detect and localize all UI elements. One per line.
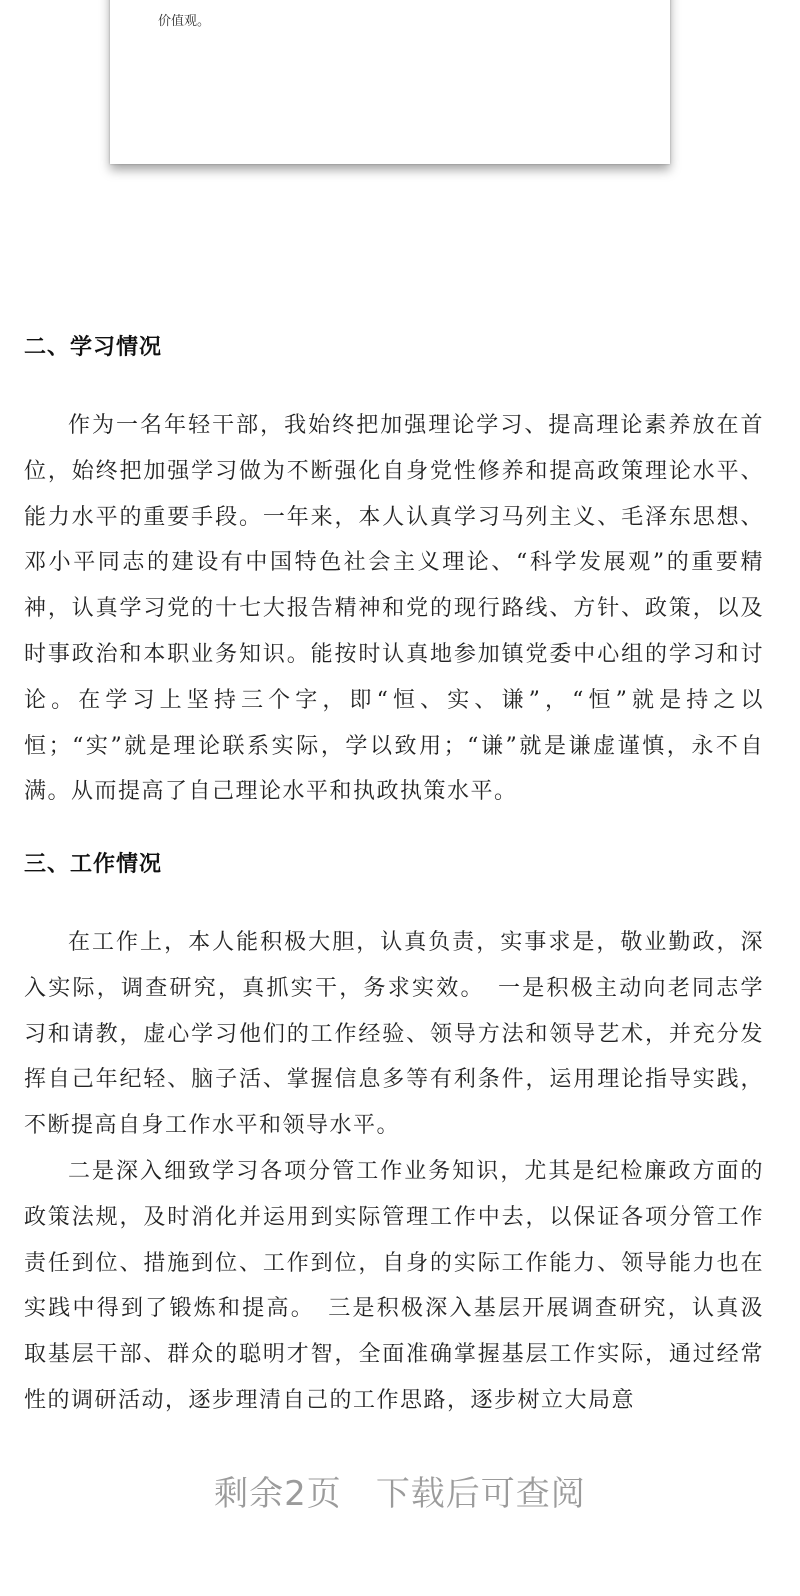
document-page-preview xyxy=(110,0,670,164)
remaining-pages-text: 剩余2页 xyxy=(214,1474,342,1514)
page-preview-text: 价值观。 xyxy=(158,14,211,29)
section-heading-study: 二、学习情况 xyxy=(24,335,163,360)
download-prompt-banner[interactable] xyxy=(0,1466,800,1515)
work-paragraph-1: 在工作上，本人能积极大胆，认真负责，实事求是，敬业勤政，深入实际，调查研究，真抓实干，务求实效。 一是积极主动向老同志学习和请教，虚心学习他们的工作经验、领导方法和领导艺术，并充分发挥自己年纪轻、脑子活、掌握信息多等有利条件，运用理论指导实践，不断提高自身工作水平和领导水平。 xyxy=(24,930,764,1139)
download-to-view-link[interactable]: 下载后可查阅 xyxy=(375,1474,586,1514)
section-heading-work: 三、工作情况 xyxy=(24,852,163,877)
work-paragraph-2: 二是深入细致学习各项分管工作业务知识，尤其是纪检廉政方面的政策法规，及时消化并运用到实际管理工作中去，以保证各项分管工作责任到位、措施到位、工作到位，自身的实际工作能力、领导能力也在实践中得到了锻炼和提高。 三是积极深入基层开展调查研究，认真汲取基层干部、群众的聪明才智，全面准确掌握基层工作实际，通过经常性的调研活动，逐步理清自己的工作思路，逐步树立大局意 xyxy=(24,1159,764,1413)
study-paragraph: 作为一名年轻干部，我始终把加强理论学习、提高理论素养放在首位，始终把加强学习做为不断强化自身党性修养和提高政策理论水平、能力水平的重要手段。一年来，本人认真学习马列主义、毛泽东思想、邓小平同志的建设有中国特色社会主义理论、“科学发展观”的重要精神，认真学习党的十七大报告精神和党的现行路线、方针、政策，以及时事政治和本职业务知识。能按时认真地参加镇党委中心组的学习和讨论。在学习上坚持三个字，即“恒、实、谦”，“恒”就是持之以恒；“实”就是理论联系实际，学以致用；“谦”就是谦虚谨慎，永不自满。从而提高了自己理论水平和执政执策水平。 xyxy=(24,413,764,805)
